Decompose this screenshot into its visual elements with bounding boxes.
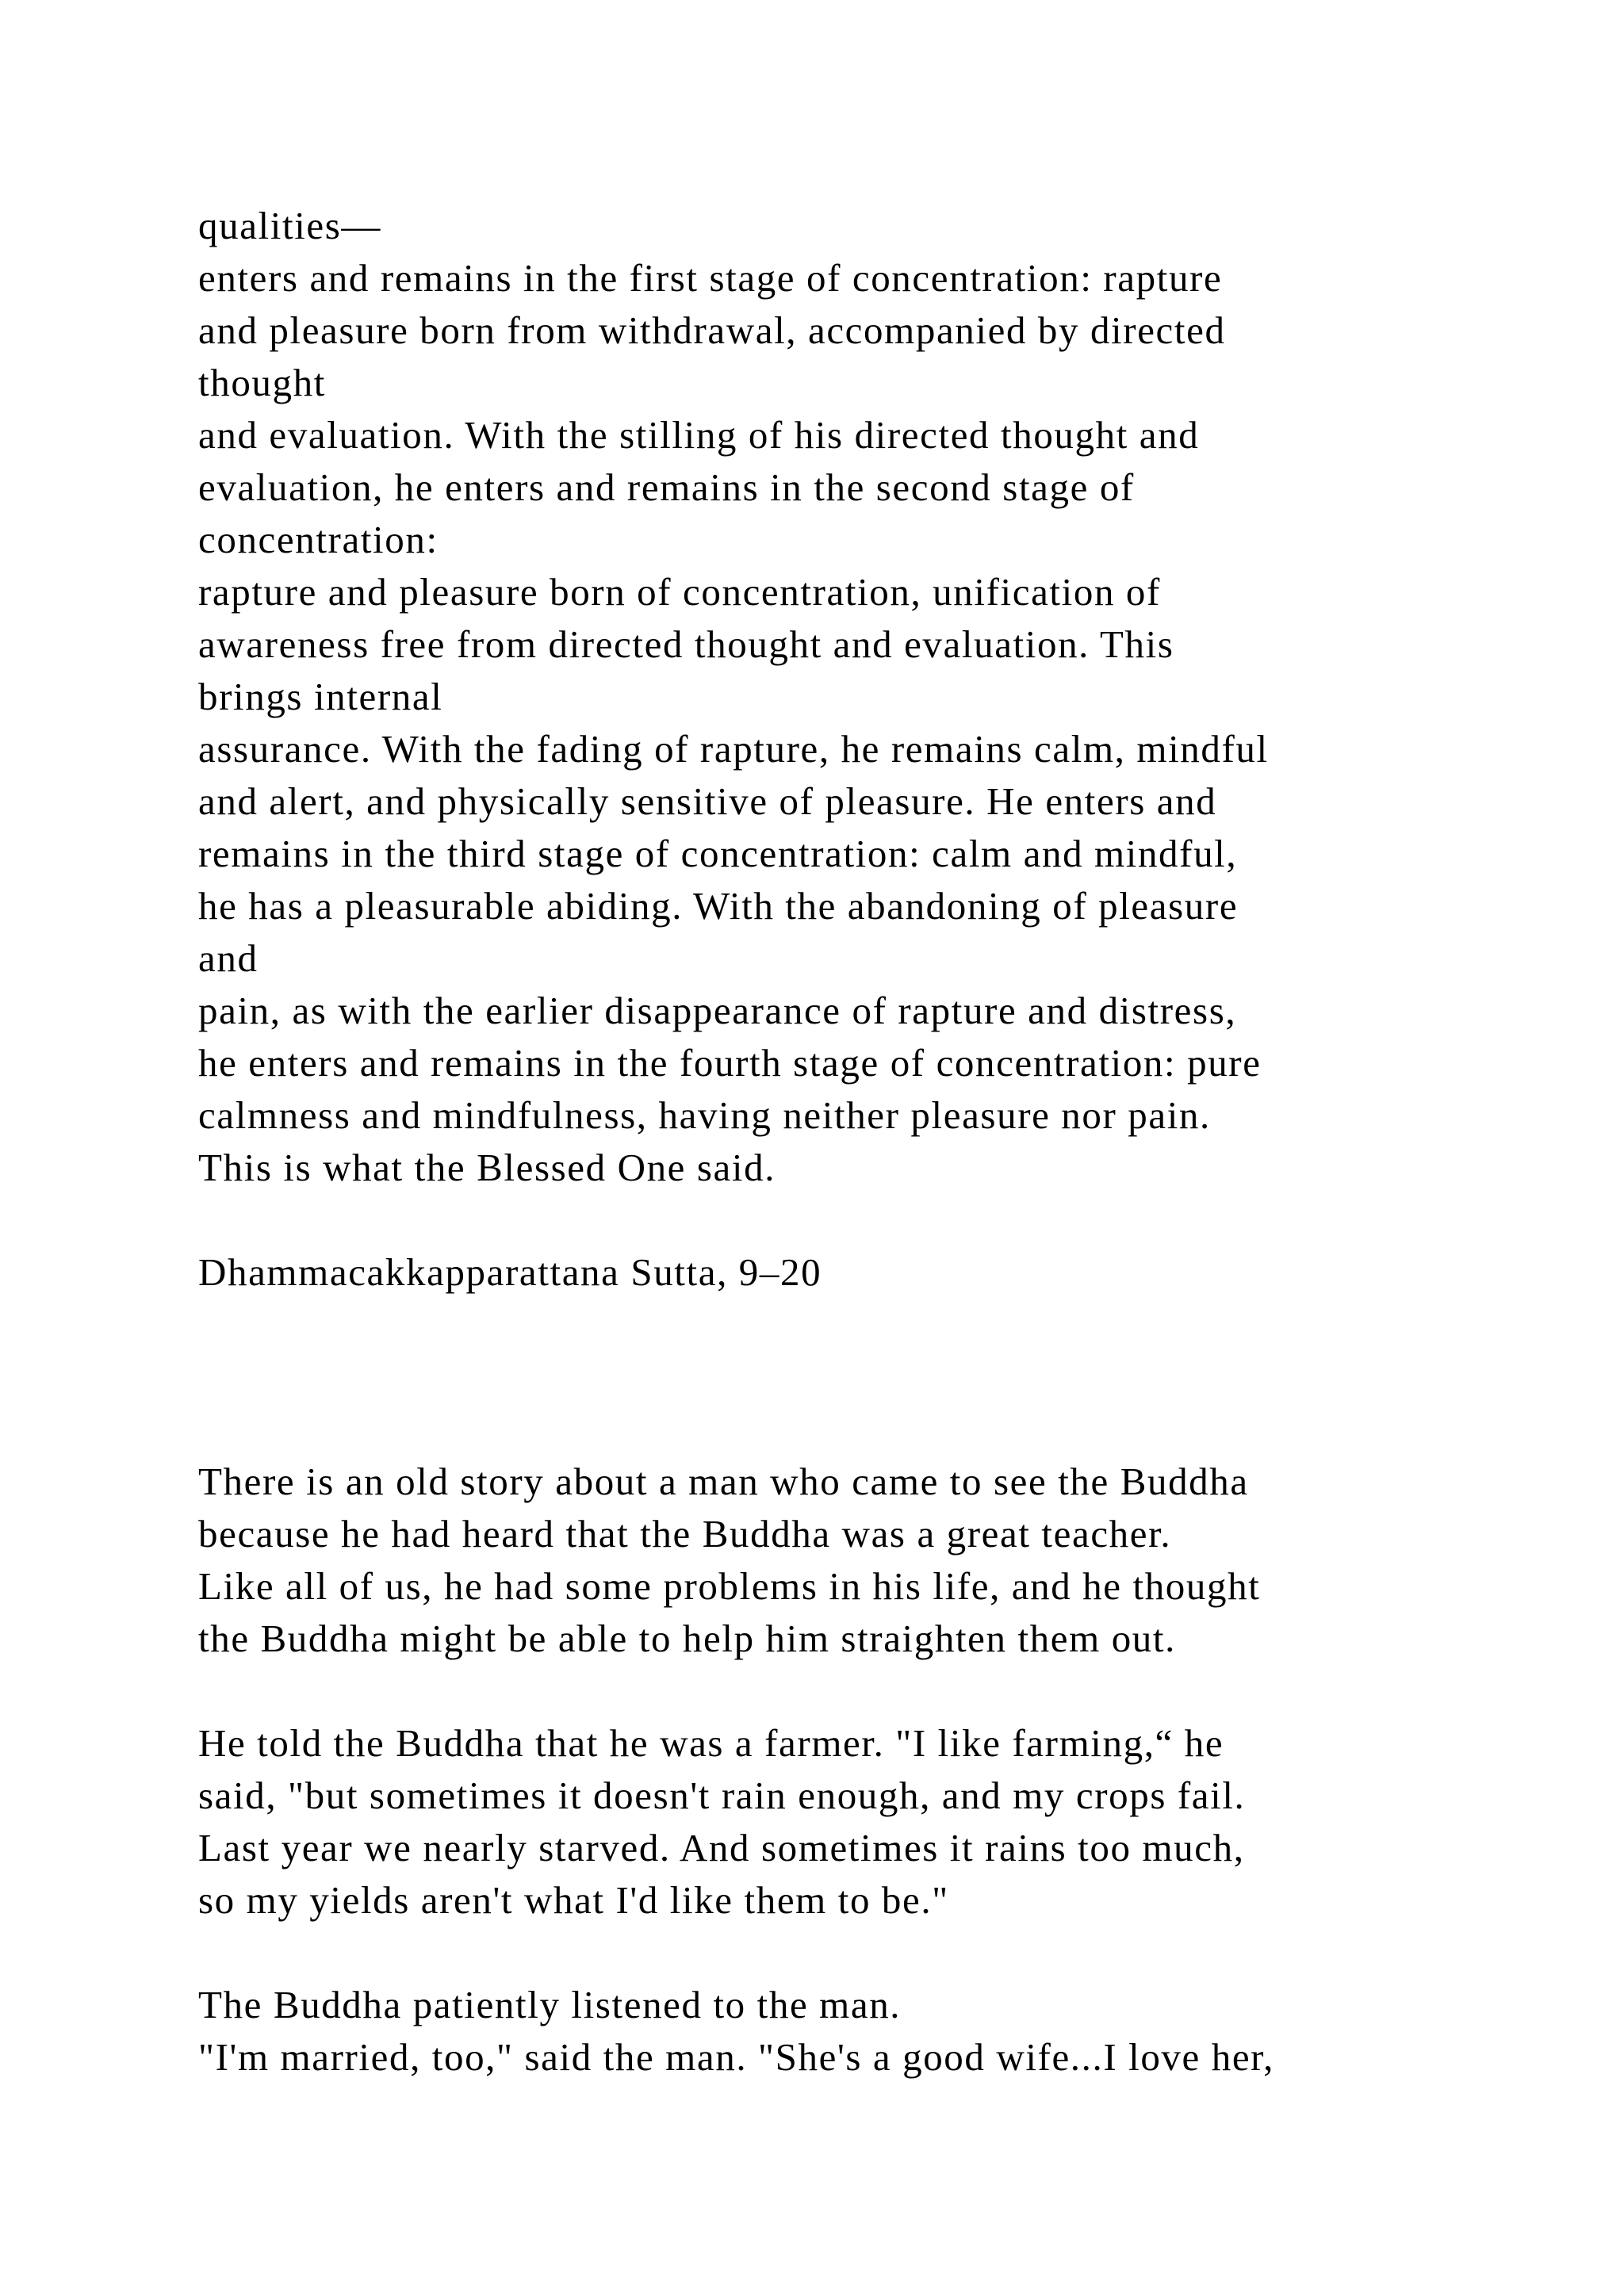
text-line: He told the Buddha that he was a farmer. "I like farming,“ he [198, 1721, 1224, 1765]
text-line: so my yields aren't what I'd like them to be." [198, 1878, 949, 1922]
text-line: calmness and mindfulness, having neither pleasure nor pain. [198, 1093, 1211, 1137]
text-line: remains in the third stage of concentration: calm and mindful, [198, 832, 1238, 875]
text-line: said, "but sometimes it doesn't rain enough, and my crops fail. [198, 1774, 1246, 1817]
text-line: he has a pleasurable abiding. With the abandoning of pleasure [198, 884, 1239, 928]
text-line: and pleasure born from withdrawal, accompanied by directed [198, 308, 1226, 352]
text-line: enters and remains in the first stage of concentration: rapture [198, 256, 1223, 300]
text-line: The Buddha patiently listened to the man. [198, 1983, 902, 2026]
text-line: evaluation, he enters and remains in the second stage of [198, 465, 1135, 509]
text-line: Last year we nearly starved. And sometimes it rains too much, [198, 1826, 1245, 1869]
citation: Dhammacakkapparattana Sutta, 9–20 [198, 1250, 822, 1294]
text-line: thought [198, 361, 326, 404]
text-line: Like all of us, he had some problems in his life, and he thought [198, 1564, 1261, 1608]
text-line: and alert, and physically sensitive of pleasure. He enters and [198, 779, 1217, 823]
text-line: and [198, 936, 259, 980]
text-line: because he had heard that the Buddha was a great teacher. [198, 1512, 1172, 1556]
text-line: rapture and pleasure born of concentration, unification of [198, 570, 1161, 614]
text-line: There is an old story about a man who came to see the Buddha [198, 1460, 1249, 1503]
text-line: assurance. With the fading of rapture, he remains calm, mindful [198, 727, 1269, 771]
text-line: This is what the Blessed One said. [198, 1146, 776, 1189]
text-line: concentration: [198, 518, 439, 561]
text-line: awareness free from directed thought and evaluation. This [198, 622, 1174, 666]
text-line: "I'm married, too," said the man. "She's a good wife...I love her, [198, 2035, 1274, 2079]
text-line: he enters and remains in the fourth stage of concentration: pure [198, 1041, 1262, 1085]
text-line: brings internal [198, 675, 443, 718]
text-line: pain, as with the earlier disappearance of rapture and distress, [198, 989, 1237, 1032]
text-line: the Buddha might be able to help him straighten them out. [198, 1617, 1176, 1660]
text-line: and evaluation. With the stilling of his directed thought and [198, 413, 1200, 457]
text-line: qualities— [198, 204, 382, 247]
